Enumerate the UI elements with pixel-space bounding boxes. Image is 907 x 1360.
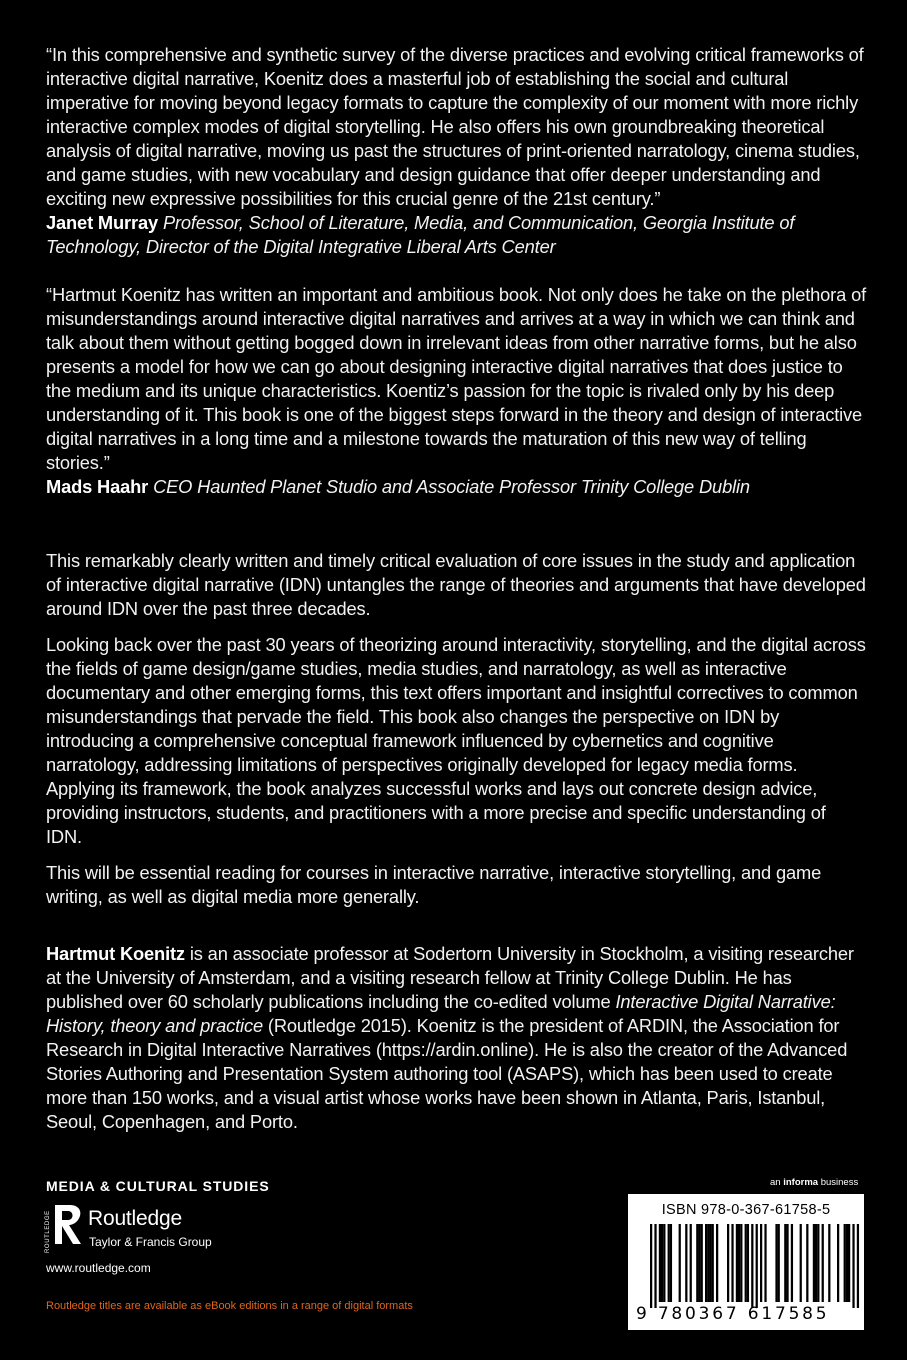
routledge-vertical-text: ROUTLEDGE [45,1210,51,1253]
quote-murray-text: “In this comprehensive and synthetic survey of the diverse practices and evolving critical frameworks of interactive digital narrative, Koenitz does a masterful job of establishing the social and cultural imperative for moving beyond legacy formats to capture the complexity of our moment with more richly interactive complex modes of digital storytelling. He also offers his own groundbreaking theoretical analysis of digital narrative, moving us past the structures of print-oriented narratology, cinema studies, and game studies, with new vocabulary and design guidance that offer deeper understanding and exciting new expressive possibilities for this crucial genre of the 21st century.” [46,44,864,209]
barcode-digits: 9 780367 617585 [636,1304,830,1324]
barcode-bar [784,1224,786,1302]
informa-brand: informa [783,1177,819,1188]
barcode-bar [745,1224,747,1302]
barcode-bar [822,1224,824,1302]
barcode-bar [685,1224,687,1302]
barcode-bar [698,1224,700,1302]
barcode-bar [844,1224,846,1302]
barcode-bar [670,1224,672,1302]
barcode-bar [806,1224,808,1302]
ebook-note: Routledge titles are available as eBook editions in a range of digital formats [46,1300,413,1312]
barcode-bar [701,1224,703,1302]
routledge-logo [42,1203,252,1255]
barcode-bar [659,1224,661,1302]
barcode-bar [727,1224,729,1302]
barcode-bar [813,1224,815,1302]
barcode-bar [650,1224,652,1308]
author-bio [46,942,866,1134]
barcode-bar [828,1224,830,1302]
barcode-bar [857,1224,859,1308]
description-paragraph-2: Looking back over the past 30 years of theorizing around interactivity, storytelling, and the digital across the fields of game design/game studies, media studies, and narratology, as well as interactive documentary and other emerging forms, this text offers important and insightful correctives to common misunderstandings that pervade the field. This book also changes the perspective on IDN by introducing a comprehensive conceptual framework influenced by cybernetics and cognitive narratology, addressing limitations of perspectives originally developed for legacy media forms. Applying its framework, the book analyzes successful works and lays out concrete design advice, providing instructors, students, and practitioners with a more precise and specific understanding of IDN. [46,634,866,847]
description-paragraph-1: This remarkably clearly written and timely critical evaluation of core issues in the study and application of interactive digital narrative (IDN) untangles the range of theories and arguments that have developed around IDN over the past three decades. [46,550,866,619]
barcode-bar [786,1224,788,1302]
barcode-bar [738,1224,740,1302]
barcode-bar [747,1224,749,1302]
barcode-bar [716,1224,718,1302]
publisher-group: Taylor & Francis Group [89,1235,212,1249]
barcode-bar [852,1224,854,1308]
barcode-bar [709,1224,711,1302]
informa-prefix: an [770,1177,784,1188]
publisher-website[interactable]: www.routledge.com [46,1261,151,1275]
barcode-bar [817,1224,819,1302]
quote-murray-attribution [46,211,866,259]
quote-murray-author: Janet Murray [46,212,158,233]
barcode-bar [707,1224,709,1302]
barcode-bar [837,1224,839,1302]
barcode-bar [846,1224,848,1302]
barcode-bar [775,1224,777,1302]
quote-haahr-text: “Hartmut Koenitz has written an important and ambitious book. Not only does he take on the plethora of misunderstandings around interactive digital narratives and arrives at a way in which we can think and talk about them without getting bogged down in irrelevant ideas from other narrative forms, but he also presents a model for how we can go about designing interactive digital narratives that does justice to the medium and its unique characteristics. Koentiz’s passion for the topic is rivaled only by his deep understanding of it. This book is one of the biggest steps forward in the theory and design of interactive digital narratives in a long time and a milestone towards the maturation of this new way of telling stories.” [46,284,867,473]
endorsements [46,43,866,499]
informa-business-label [770,1177,858,1188]
description-paragraph-3: This will be essential reading for courses in interactive narrative, interactive storytelling, and game writing, as well as digital media more generally. [46,862,822,907]
barcode-bar [663,1224,665,1302]
isbn-label: ISBN 978-0-367-61758-5 [661,1202,831,1218]
barcode-bar [661,1224,663,1302]
barcode-bar [740,1224,742,1302]
barcode-bar [736,1224,738,1302]
isbn-barcode [628,1194,864,1330]
author-name: Hartmut Koenitz [46,943,185,964]
barcode-bar [764,1224,766,1302]
barcode-bar [668,1224,670,1302]
barcode-bar [679,1224,681,1302]
series-label: MEDIA & CULTURAL STUDIES [46,1178,270,1194]
informa-suffix: business [818,1177,859,1188]
quote-haahr-author: Mads Haahr [46,476,149,497]
book-description [46,549,866,909]
quote-haahr-affiliation: CEO Haunted Planet Studio and Associate Professor Trinity College Dublin [153,476,750,497]
barcode-bar [791,1224,793,1302]
barcode-bar [705,1224,707,1302]
barcode-bar [712,1224,714,1302]
publisher-name: Routledge [88,1207,182,1230]
barcode-bar [778,1224,780,1302]
bio-text-1: is an associate professor at Sodertorn University in Stockholm, a visiting researcher at the University of Amsterdam, and a visiting research fellow at Trinity College Dublin. He has published over 60 scholarly publications including the co-edited volume [46,943,854,1012]
barcode-bar [815,1224,817,1302]
routledge-r-icon [42,1203,84,1255]
bio-book-title: Interactive Digital Narrative: History, theory and practice [46,991,836,1036]
quote-murray-affiliation: Professor, School of Literature, Media, and Communication, Georgia Institute of Technology, Director of the Digital Integrative Liberal Arts Center [46,212,795,257]
barcode-bar [690,1224,692,1302]
barcode-bar [848,1224,850,1302]
barcode-bar [756,1224,758,1308]
barcode-bar [654,1224,656,1308]
bio-text-2: (Routledge 2015). Koenitz is the president of ARDIN, the Association for Research in Digital Interactive Narratives (https://ardin.online). He is also the creator of the Advanced Stories Authoring and Presentation System authoring tool (ASAPS), which has been used to create more than 150 works, and a visual artist whose works have been shown in Atlanta, Paris, Istanbul, Seoul, Copenhagen, and Porto. [46,1015,848,1132]
barcode-bar [800,1224,802,1302]
barcode-bar [731,1224,733,1302]
barcode-bar [696,1224,698,1302]
quote-haahr-attribution [46,475,866,499]
barcode-bar [751,1224,753,1308]
barcode-bar [760,1224,762,1302]
